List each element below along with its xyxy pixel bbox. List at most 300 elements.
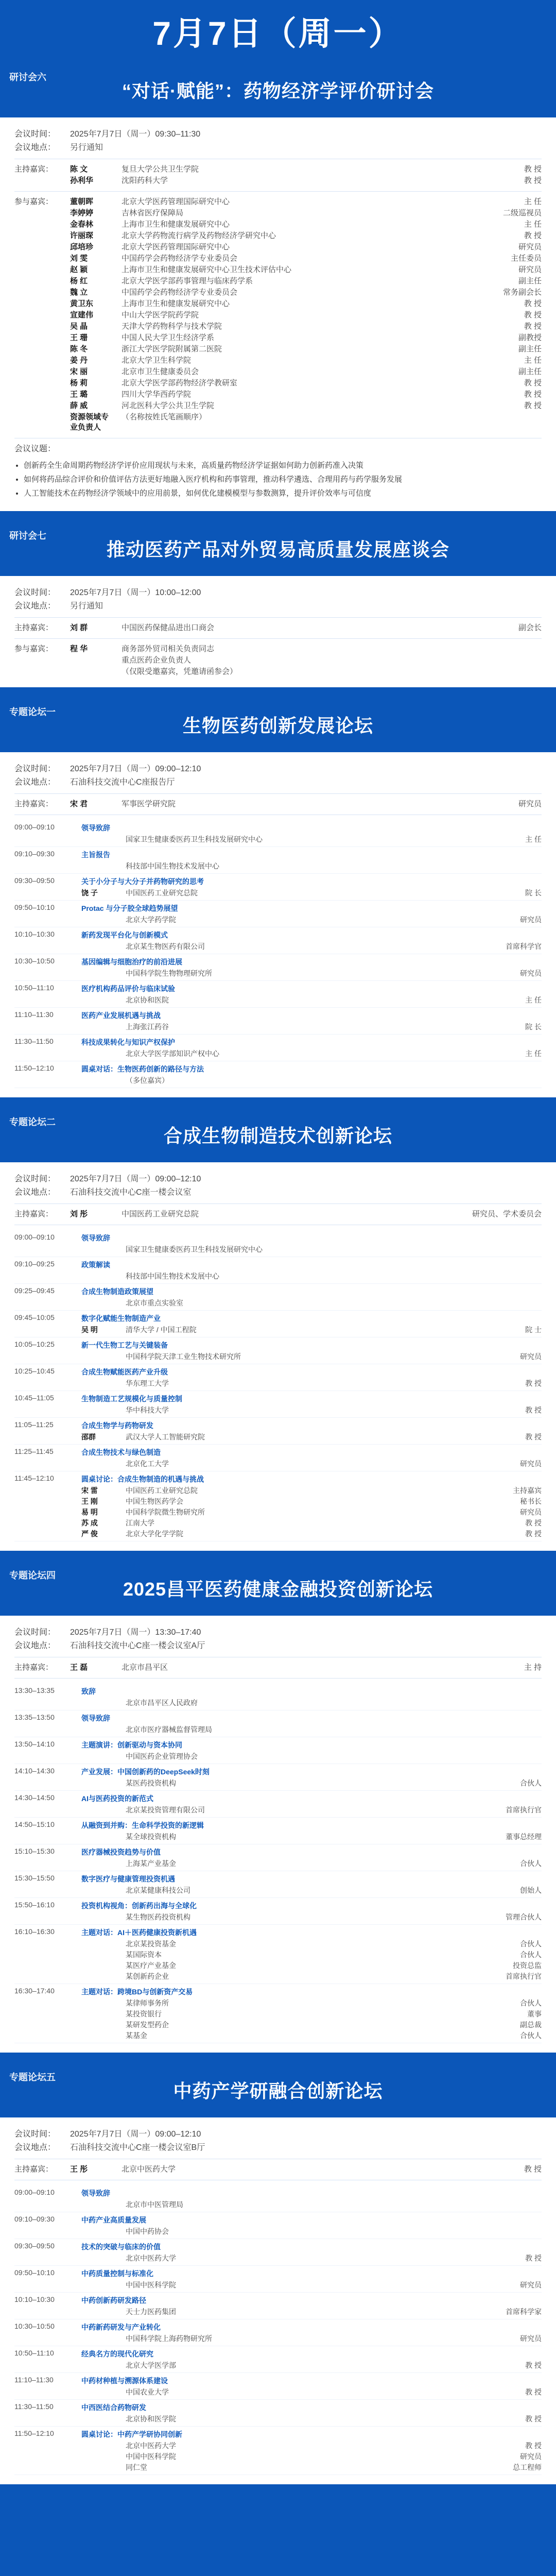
- schedule-speaker: [81, 1698, 542, 1707]
- schedule-speaker: [81, 2031, 542, 2040]
- speaker-org: 北京大学医学部: [126, 2361, 176, 2369]
- schedule-title: 圆桌讨论：合成生物制造的机遇与挑战: [81, 1475, 204, 1483]
- guest-title: 主 任: [524, 197, 542, 206]
- guest-name: 薛 威: [70, 401, 88, 410]
- schedule-item: [14, 1791, 542, 1818]
- speaker-org: 中国中医科学院: [126, 2452, 176, 2461]
- speaker-name: [81, 2361, 120, 2370]
- speaker-name: [81, 861, 120, 871]
- speaker-org: 北京市昌平区人民政府: [126, 1699, 198, 1707]
- speaker-org: 某创新药企业: [126, 1972, 169, 1980]
- speaker-org: 清华大学 / 中国工程院: [126, 1326, 197, 1334]
- schedule-title: 医疗机构药品评价与临床试验: [81, 985, 175, 993]
- schedule-speaker: [81, 2414, 542, 2424]
- schedule-item: [14, 2319, 542, 2346]
- speaker-org: 武汉大学人工智能研究院: [126, 1433, 205, 1441]
- meta-row: [14, 2142, 542, 2154]
- speaker-org: 某研发型药企: [126, 2021, 169, 2029]
- schedule-item: [14, 1984, 542, 2043]
- speaker-role: 院 长: [525, 889, 542, 897]
- speaker-org: 科技部中国生物技术发展中心: [126, 1272, 219, 1280]
- guest-title: 教 授: [524, 311, 542, 319]
- speaker-name: [81, 942, 120, 951]
- speaker-role: [464, 1272, 542, 1281]
- section-body: [0, 1616, 556, 2053]
- speaker-role: 院 士: [525, 1326, 542, 1334]
- section-header: [0, 1560, 556, 1616]
- meta-key: 会议时间：: [14, 130, 56, 139]
- guest-row: [14, 401, 542, 411]
- speaker-org: 中国中药协会: [126, 2227, 169, 2235]
- topics-row: [14, 444, 542, 455]
- schedule-title: 中西医结合药物研发: [81, 2403, 146, 2412]
- guest-name: 宋 丽: [70, 367, 88, 376]
- schedule-time: 11:10–11:30: [14, 2376, 54, 2384]
- speaker-role: 合伙人: [520, 1859, 542, 1868]
- schedule-title: 领导致辞: [81, 2189, 110, 2197]
- schedule-main: [81, 1713, 542, 1734]
- speaker-role: [464, 2200, 542, 2209]
- speaker-org: 江南大学: [126, 1519, 154, 1527]
- schedule-speaker: [81, 1076, 542, 1085]
- schedule-speaker: [81, 1497, 542, 1506]
- schedule-item: [14, 1684, 542, 1710]
- guest-row: [14, 412, 542, 433]
- speaker-role: 研究员: [520, 969, 542, 977]
- meta-value: 2025年7月7日（周一）13:30–17:40: [70, 1628, 201, 1637]
- schedule-title: 经典名方的现代化研究: [81, 2350, 153, 2358]
- speaker-name: [81, 2009, 120, 2019]
- guest-title: 教 授: [524, 401, 542, 410]
- schedule-speaker: [81, 1405, 542, 1415]
- schedule-time: 09:10–09:25: [14, 1260, 55, 1268]
- schedule-time: 11:30–11:50: [14, 1037, 54, 1045]
- meta-value: 石油科技交流中心C座一楼会议室: [70, 1188, 192, 1197]
- topic-item: • 创新药全生命周期药物经济学评价应用现状与未来，高质量药物经济学证据如何助力创新药准入决策: [24, 460, 542, 471]
- guest-org: 北京大学医药管理国际研究中心: [121, 197, 230, 206]
- schedule-speaker: [81, 1298, 542, 1308]
- meta-value: 2025年7月7日（周一）09:00–12:10: [70, 765, 201, 773]
- speaker-role: [464, 1298, 542, 1308]
- guest-name: 邱培珍: [70, 243, 94, 251]
- schedule-speaker: [81, 2307, 542, 2316]
- guest-row: [14, 389, 542, 400]
- meta-value: 石油科技交流中心C座一楼会议室B厅: [70, 2143, 205, 2152]
- guest-row: [14, 253, 542, 264]
- schedule-speaker: [81, 2387, 542, 2397]
- speaker-org: 北京中医药大学: [126, 2442, 176, 2450]
- guest-title: 教 授: [524, 231, 542, 240]
- guest-row: [14, 287, 542, 298]
- schedule-item: [14, 1418, 542, 1445]
- speaker-role: 研究员: [520, 1460, 542, 1468]
- speaker-org: 中国科学院天津工业生物技术研究所: [126, 1352, 241, 1361]
- schedule-title: 领导致辞: [81, 1234, 110, 1242]
- schedule-title: 从融资到并购：生命科学投资的新逻辑: [81, 1821, 204, 1829]
- section-body: [0, 2117, 556, 2484]
- schedule-item: [14, 2266, 542, 2293]
- schedule-item: [14, 2239, 542, 2266]
- host-title: 副会长: [518, 623, 542, 632]
- speaker-name: [81, 1998, 120, 2008]
- speaker-name: [81, 2200, 120, 2209]
- schedule-main: [81, 1474, 542, 1538]
- host-label: 主持嘉宾：: [14, 1663, 54, 1672]
- schedule-main: [81, 903, 542, 924]
- hero-title: 7月7日（周一）: [152, 15, 404, 52]
- speaker-org: 北京大学医学部知识产权中心: [126, 1049, 219, 1058]
- schedule-item: [14, 1471, 542, 1541]
- guest-org: 河北医科大学公共卫生学院: [121, 401, 215, 410]
- schedule-speaker: [81, 1950, 542, 1959]
- schedule-time: 11:05–11:25: [14, 1420, 54, 1429]
- speaker-name: [81, 1778, 120, 1788]
- speaker-org: 科技部中国生物技术发展中心: [126, 862, 219, 870]
- schedule-main: [81, 1286, 542, 1308]
- meta-row: [14, 129, 542, 140]
- guest-row: [14, 219, 542, 230]
- meta-row: [14, 1640, 542, 1652]
- guest-org: 中国药学会药物经济学专业委员会: [121, 254, 238, 263]
- section-panel: [0, 1560, 556, 2053]
- guest-org: 北京市卫生健康委员会: [121, 367, 199, 376]
- speaker-org: 北京大学药学院: [126, 916, 176, 924]
- topics-label: 会议议题：: [14, 445, 56, 453]
- host-name: 刘 彤: [70, 1210, 88, 1218]
- host-name: 宋 君: [70, 800, 88, 808]
- schedule-title: 领导致辞: [81, 1714, 110, 1722]
- section-tag: 专题论坛一: [9, 707, 56, 717]
- speaker-name: 饶 子: [81, 889, 98, 897]
- schedule-speaker: [81, 1961, 542, 1970]
- section-tag: 专题论坛二: [9, 1117, 56, 1127]
- speaker-role: 研究员: [520, 1352, 542, 1361]
- speaker-role: [464, 861, 542, 871]
- speaker-org: 某生物医药投资机构: [126, 1913, 190, 1921]
- guest-name: 宣建伟: [70, 311, 94, 319]
- schedule-title: 新一代生物工艺与关键装备: [81, 1341, 168, 1349]
- guest-name: 黄卫东: [70, 299, 94, 308]
- speaker-name: [81, 1245, 120, 1254]
- schedule-time: 10:30–10:50: [14, 2322, 55, 2330]
- schedule-title: 中药质量控制与标准化: [81, 2269, 153, 2278]
- schedule-main: [81, 1260, 542, 1281]
- schedule-time: 13:35–13:50: [14, 1713, 55, 1721]
- guest-title: 主 任: [524, 356, 542, 365]
- speaker-name: [81, 1352, 120, 1361]
- schedule-main: [81, 1874, 542, 1895]
- speaker-name: [81, 915, 120, 924]
- schedule-speaker: [81, 942, 542, 951]
- schedule-item: [14, 1008, 542, 1035]
- speaker-org: 某律师事务所: [126, 1999, 169, 2007]
- schedule-item: [14, 1818, 542, 1844]
- schedule-speaker: [81, 969, 542, 978]
- guest-row: [14, 655, 542, 666]
- host-org: 中国医药工业研究总院: [121, 1210, 199, 1218]
- speaker-role: 合伙人: [520, 2031, 542, 2040]
- host-title: 研究员: [518, 800, 542, 808]
- topics-list: [14, 460, 542, 499]
- guest-org: （名称按姓氏笔画顺序）: [121, 413, 207, 421]
- meta-row: [14, 142, 542, 154]
- speaker-org: 北京化工大学: [126, 1460, 169, 1468]
- schedule-item: [14, 927, 542, 954]
- schedule-speaker: [81, 2452, 542, 2461]
- schedule-item: [14, 1337, 542, 1364]
- schedule-title: 医药产业发展机遇与挑战: [81, 1011, 161, 1020]
- speaker-org: 某投资银行: [126, 2010, 162, 2018]
- schedule-time: 16:10–16:30: [14, 1927, 55, 1936]
- section-tag: 专题论坛五: [9, 2072, 56, 2082]
- speaker-role: 研究员: [520, 2452, 542, 2461]
- host-title: 研究员、学术委员会: [472, 1210, 542, 1218]
- schedule-title: 合成生物制造政策展望: [81, 1287, 153, 1296]
- guest-label: 参与嘉宾：: [14, 645, 54, 653]
- section-body: [0, 576, 556, 687]
- schedule-main: [81, 1037, 542, 1058]
- schedule-title: 合成生物学与药物研发: [81, 1421, 153, 1430]
- schedule-main: [81, 2242, 542, 2263]
- guest-label: 参与嘉宾：: [14, 197, 54, 206]
- speaker-org: 北京市中医管理局: [126, 2200, 183, 2209]
- speaker-org: 中国医药企业管理协会: [126, 1752, 198, 1760]
- speaker-org: 同仁堂: [126, 2463, 147, 2471]
- schedule-main: [81, 1394, 542, 1415]
- speaker-role: 教 授: [525, 2254, 542, 2262]
- guest-title: 常务副会长: [502, 288, 542, 297]
- schedule-title: 科技成果转化与知识产权保护: [81, 1038, 175, 1046]
- guest-name: 吴 晶: [70, 322, 88, 331]
- schedule-speaker: [81, 2020, 542, 2029]
- meta-value: 2025年7月7日（周一）09:00–12:10: [70, 1175, 201, 1183]
- guest-org: 天津大学药物科学与技术学院: [121, 322, 222, 331]
- guest-name: 董朝晖: [70, 197, 94, 206]
- speaker-role: 合伙人: [520, 1779, 542, 1787]
- guest-name: 陈 冬: [70, 345, 88, 353]
- schedule-item: [14, 1257, 542, 1284]
- speaker-name: [81, 2452, 120, 2461]
- schedule-item: [14, 1284, 542, 1311]
- schedule-time: 11:10–11:30: [14, 1010, 54, 1019]
- speaker-name: [81, 1972, 120, 1981]
- guest-title: 副主任: [518, 277, 542, 285]
- schedule-speaker: [81, 1886, 542, 1895]
- schedule-time: 11:50–12:10: [14, 2429, 54, 2437]
- section-tag: 研讨会六: [9, 72, 46, 82]
- speaker-name: [81, 1022, 120, 1031]
- schedule-main: [81, 1686, 542, 1707]
- speaker-role: 教 授: [525, 2361, 542, 2369]
- schedule-time: 09:00–09:10: [14, 823, 55, 831]
- schedule-main: [81, 2429, 542, 2472]
- schedule-main: [81, 2376, 542, 2397]
- schedule-speaker: [81, 2361, 542, 2370]
- speaker-role: 研究员: [520, 2281, 542, 2289]
- host-label: 主持嘉宾：: [14, 623, 54, 632]
- schedule-main: [81, 850, 542, 871]
- topic-item: • 人工智能技术在药物经济学领域中的应用前景，如何优化建模模型与参数测算，提升评价效率与可信度: [24, 488, 542, 499]
- speaker-role: 首席执行官: [506, 1806, 542, 1814]
- guest-title: 研究员: [518, 265, 542, 274]
- guest-title: 教 授: [524, 379, 542, 387]
- speaker-name: [81, 1805, 120, 1815]
- schedule-time: 13:50–14:10: [14, 1740, 55, 1748]
- schedule-main: [81, 1927, 542, 1981]
- schedule-title: 合成生物赋能医药产业升级: [81, 1368, 168, 1376]
- guest-row: [14, 231, 542, 241]
- speaker-name: [81, 2280, 120, 2290]
- meta-value: 2025年7月7日（周一）09:30–11:30: [70, 130, 201, 139]
- speaker-org: 上海某产业基金: [126, 1859, 176, 1868]
- schedule-time: 10:05–10:25: [14, 1340, 55, 1348]
- section-title: “对话·赋能”：药物经济学评价研讨会: [122, 80, 434, 101]
- schedule-title: 领导致辞: [81, 824, 110, 832]
- speaker-role: 投资总监: [513, 1961, 542, 1970]
- guest-org: 中国人民大学卫生经济学系: [121, 333, 215, 342]
- meta-value: 另行通知: [70, 602, 103, 611]
- schedule-title: 新药发现平台化与创新模式: [81, 931, 168, 939]
- host-name: 王 磊: [70, 1663, 88, 1672]
- schedule-speaker: [81, 861, 542, 871]
- schedule-item: [14, 2427, 542, 2475]
- meta-value: 石油科技交流中心C座一楼会议室A厅: [70, 1641, 205, 1650]
- schedule-speaker: [81, 1432, 542, 1442]
- schedule-main: [81, 1820, 542, 1841]
- section-gap: [0, 511, 556, 520]
- speaker-name: [81, 1459, 120, 1468]
- guest-row: [14, 378, 542, 388]
- meta-key: 会议时间：: [14, 1628, 56, 1637]
- schedule-item: [14, 2400, 542, 2427]
- topic-item: • 如何将药品综合评价和价值评估方法更好地融入医疗机构和药事管理，推动科学遴选、合理用药与药学服务发展: [24, 474, 542, 485]
- guest-name: 许丽琛: [70, 231, 94, 240]
- host-row: [14, 2164, 542, 2175]
- schedule-item: [14, 2346, 542, 2373]
- speaker-org: 北京某健康科技公司: [126, 1886, 190, 1894]
- guest-row: [14, 299, 542, 309]
- guest-org: 上海市卫生和健康发展研究中心: [121, 220, 230, 229]
- schedule-title: 基因编辑与细胞治疗的前沿进展: [81, 958, 182, 966]
- meta-row: [14, 777, 542, 788]
- section-panel: [0, 520, 556, 687]
- speaker-org: 中国医药工业研究总院: [126, 889, 198, 897]
- speaker-org: 北京中医药大学: [126, 2254, 176, 2262]
- speaker-role: 教 授: [525, 2388, 542, 2396]
- schedule-item: [14, 820, 542, 847]
- host-row: [14, 799, 542, 809]
- schedule-item: [14, 1898, 542, 1925]
- host-org: 中国医药保健品进出口商会: [121, 623, 215, 632]
- guest-name: 程 华: [70, 645, 88, 653]
- meta-key: 会议地点：: [14, 1641, 56, 1650]
- schedule-time: 14:10–14:30: [14, 1767, 55, 1775]
- meta-value: 石油科技交流中心C座报告厅: [70, 778, 175, 787]
- schedule-speaker: [81, 2253, 542, 2263]
- host-label: 主持嘉宾：: [14, 165, 54, 174]
- guest-name: 资源领域专业负责人: [70, 413, 109, 432]
- speaker-name: [81, 1939, 120, 1948]
- guest-org: 中国药学会药物经济学专业委员会: [121, 288, 238, 297]
- schedule-time: 15:50–16:10: [14, 1901, 55, 1909]
- schedule: [14, 820, 542, 1088]
- section-header: [0, 520, 556, 576]
- host-name: 刘 群: [70, 623, 88, 632]
- schedule-speaker: [81, 1459, 542, 1468]
- guest-row: [14, 242, 542, 252]
- guest-title: 教 授: [524, 299, 542, 308]
- schedule-main: [81, 1447, 542, 1468]
- guest-row: [14, 265, 542, 275]
- guest-title: 教 授: [524, 390, 542, 399]
- section-header: [0, 697, 556, 752]
- speaker-role: 教 授: [525, 2442, 542, 2450]
- speaker-role: [464, 1725, 542, 1734]
- host-label: 主持嘉宾：: [14, 1210, 54, 1218]
- guest-title: 主 任: [524, 220, 542, 229]
- schedule-item: [14, 1230, 542, 1257]
- schedule-speaker: [81, 1752, 542, 1761]
- guest-title: 副主任: [518, 367, 542, 376]
- speaker-name: [81, 1379, 120, 1388]
- speaker-name: 宋 雷: [81, 1486, 98, 1495]
- speaker-role: 副总裁: [520, 2021, 542, 2029]
- meta-row: [14, 1174, 542, 1185]
- host-org: 北京市昌平区: [121, 1663, 168, 1672]
- guest-row: [14, 310, 542, 320]
- schedule-time: 15:30–15:50: [14, 1874, 55, 1882]
- schedule-main: [81, 2188, 542, 2209]
- guest-row: [14, 667, 542, 677]
- schedule-item: [14, 1710, 542, 1737]
- speaker-org: 天士力医药集团: [126, 2308, 176, 2316]
- meta-key: 会议时间：: [14, 2130, 56, 2139]
- guest-org: 北京大学卫生科学院: [121, 356, 192, 365]
- speaker-role: 研究员: [520, 1508, 542, 1516]
- speaker-name: [81, 1272, 120, 1281]
- speaker-role: 主持嘉宾: [513, 1486, 542, 1495]
- speaker-org: 上海张江药谷: [126, 1023, 169, 1031]
- speaker-name: [81, 2334, 120, 2343]
- section-panel: [0, 697, 556, 1097]
- schedule-item: [14, 901, 542, 927]
- guest-title: 研究员: [518, 243, 542, 251]
- schedule-item: [14, 1737, 542, 1764]
- schedule-time: 09:00–09:10: [14, 1233, 55, 1241]
- guest-row: [14, 367, 542, 377]
- meta-key: 会议地点：: [14, 1188, 56, 1197]
- speaker-role: 管理合伙人: [506, 1913, 542, 1921]
- speaker-name: [81, 1961, 120, 1970]
- schedule-time: 13:30–13:35: [14, 1686, 55, 1694]
- schedule-time: 10:45–11:05: [14, 1394, 54, 1402]
- schedule-title: 主题对话：AI＋医药健康投资新机遇: [81, 1928, 197, 1937]
- speaker-org: 北京某生物医药有限公司: [126, 942, 205, 951]
- speaker-org: 北京协和医学院: [126, 2415, 176, 2423]
- host-org: 复旦大学公共卫生学院: [121, 165, 199, 174]
- speaker-name: [81, 1950, 120, 1959]
- section-title: 中药产学研融合创新论坛: [173, 2080, 383, 2102]
- schedule-title: 政策解读: [81, 1261, 110, 1269]
- section-panel: [0, 1107, 556, 1551]
- speaker-name: 邵群: [81, 1433, 96, 1441]
- speaker-org: （多位嘉宾）: [126, 1076, 169, 1084]
- host-row: [14, 623, 542, 633]
- schedule-title: 数字医疗与健康管理投资机遇: [81, 1875, 175, 1883]
- schedule-time: 09:45–10:05: [14, 1313, 55, 1321]
- meta-key: 会议地点：: [14, 2143, 56, 2152]
- schedule-title: 关于小分子与大分子并药物研究的思考: [81, 877, 204, 886]
